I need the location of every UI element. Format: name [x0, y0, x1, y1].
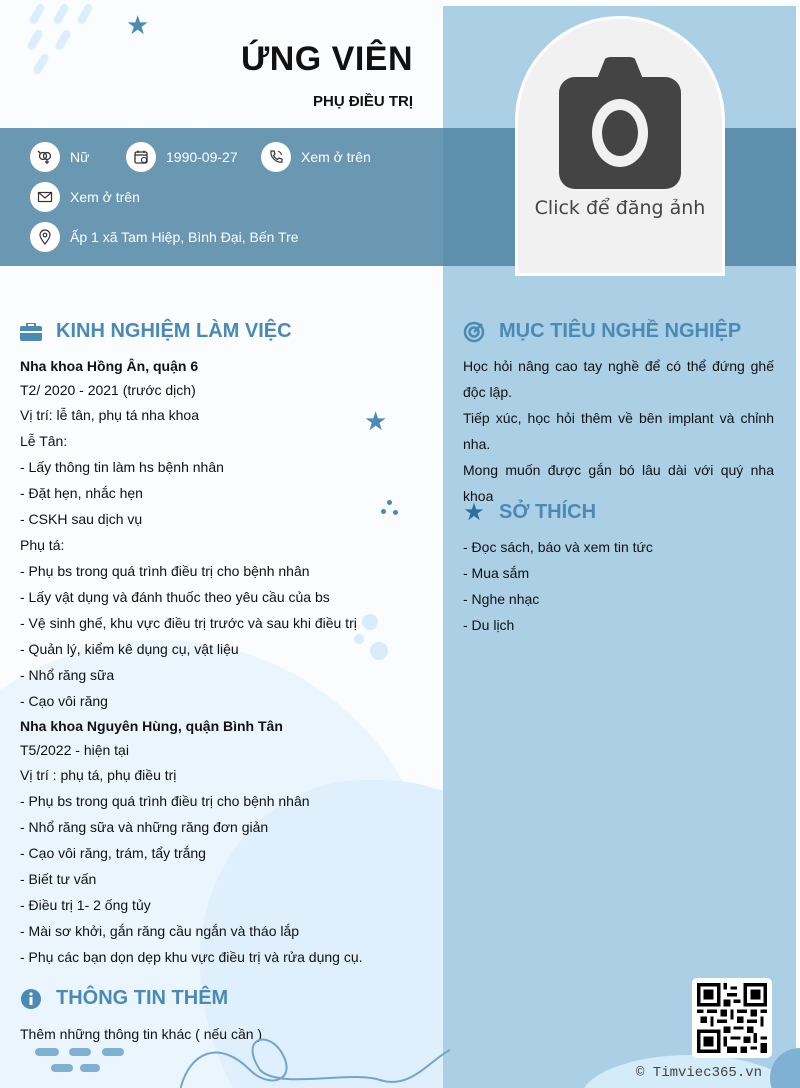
job-line: - Cạo vôi răng, trám, tẩy trắng [20, 845, 206, 861]
decor-star-icon: ★ [364, 406, 388, 436]
experience-job-2 [20, 714, 363, 970]
hobby-item: - Đọc sách, báo và xem tin tức [463, 539, 653, 555]
calendar-icon [126, 142, 156, 172]
experience-title: KINH NGHIỆM LÀM VIỆC [56, 320, 292, 342]
birthday-value: 1990-09-27 [166, 149, 238, 165]
objective-title: MỤC TIÊU NGHỀ NGHIỆP [499, 320, 742, 342]
job-line: - Phụ các bạn dọn dẹp khu vực điều trị và rửa dụng cụ. [20, 949, 363, 965]
email-value: Xem ở trên [70, 189, 140, 205]
contact-address [30, 222, 299, 252]
phone-icon [261, 142, 291, 172]
qr-code-icon [692, 978, 772, 1058]
job-line: Vị trí: lễ tân, phụ tá nha khoa [20, 407, 200, 423]
info-icon [20, 988, 42, 1010]
avatar-upload[interactable] [515, 16, 725, 276]
job-line: - Nhổ răng sữa và những răng đơn giản [20, 819, 269, 835]
job-line: T5/2022 - hiện tại [20, 742, 129, 758]
job-line: - Nhổ răng sữa [20, 667, 115, 683]
objective-paragraph: Mong muốn được gắn bó lâu dài với quý nha khoa [463, 462, 774, 504]
objective-heading [463, 320, 741, 343]
job-line: - Đặt hẹn, nhắc hẹn [20, 485, 143, 501]
job-line: - Mài sơ khởi, gắn răng cầu ngắn và tháo lắp [20, 923, 300, 939]
job-line: Vị trí : phụ tá, phụ điều trị [20, 767, 177, 783]
decor-squiggle [180, 1030, 450, 1088]
decor-star-icon: ★ [126, 10, 150, 40]
contact-phone [261, 142, 371, 172]
gender-icon [30, 142, 60, 172]
job-line: Phụ tá: [20, 537, 65, 553]
job-line: Lễ Tân: [20, 433, 68, 449]
job-line: - Lấy thông tin làm hs bệnh nhân [20, 459, 224, 475]
target-icon [463, 321, 485, 343]
objective-paragraph: Tiếp xúc, học hỏi thêm về bên implant và chỉnh nha. [463, 410, 774, 452]
job-line: - Biết tư vấn [20, 871, 97, 887]
objective-paragraph: Học hỏi nâng cao tay nghề để có thể đứng ghế độc lập. [463, 358, 774, 400]
hobby-item: - Nghe nhạc [463, 591, 540, 607]
additional-heading [20, 987, 228, 1010]
job-line: - Phụ bs trong quá trình điều trị cho bệnh nhân [20, 793, 310, 809]
experience-heading [20, 320, 292, 343]
title-block [241, 40, 413, 110]
address-value: Ấp 1 xã Tam Hiệp, Bình Đại, Bến Tre [70, 229, 299, 245]
candidate-position: PHỤ ĐIỀU TRỊ [312, 93, 413, 110]
job-line: - Quản lý, kiểm kê dụng cụ, vật liệu [20, 641, 239, 657]
briefcase-icon [20, 321, 42, 343]
job-line: - Phụ bs trong quá trình điều trị cho bệnh nhân [20, 563, 310, 579]
job-line: T2/ 2020 - 2021 (trước dịch) [20, 382, 196, 398]
avatar-label: Click để đăng ảnh [534, 197, 706, 219]
email-icon [30, 182, 60, 212]
job-line: - Điều trị 1- 2 ống tủy [20, 897, 151, 913]
job-line: - Lấy vật dụng và đánh thuốc theo yêu cầu của bs [20, 589, 330, 605]
job-line: - CSKH sau dịch vụ [20, 511, 143, 527]
company-name: Nha khoa Nguyên Hùng, quận Bình Tân [20, 718, 283, 734]
copyright: © Timviec365.vn [636, 1065, 763, 1081]
phone-value: Xem ở trên [301, 149, 371, 165]
hobby-item: - Du lịch [463, 617, 515, 633]
job-line: - Vệ sinh ghế, khu vực điều trị trước và sau khi điều trị [20, 615, 357, 631]
camera-icon [559, 57, 681, 189]
contact-birthday [126, 142, 238, 172]
hobbies-heading [463, 501, 596, 524]
job-line: - Cạo vôi răng [20, 693, 108, 709]
star-icon: ★ [463, 499, 485, 526]
hobby-item: - Mua sắm [463, 565, 530, 581]
company-name: Nha khoa Hồng Ân, quận 6 [20, 358, 199, 374]
hobbies-list [463, 534, 653, 638]
additional-title: THÔNG TIN THÊM [56, 987, 229, 1009]
candidate-name: ỨNG VIÊN [240, 40, 413, 78]
hobbies-title: SỞ THÍCH [499, 501, 597, 523]
additional-line: Thêm những thông tin khác ( nếu cần ) [20, 1026, 263, 1042]
objective-text [463, 353, 774, 509]
gender-value: Nữ [70, 149, 90, 165]
experience-job-1 [20, 354, 357, 714]
contact-gender [30, 142, 89, 172]
contact-email [30, 182, 140, 212]
location-icon [30, 222, 60, 252]
